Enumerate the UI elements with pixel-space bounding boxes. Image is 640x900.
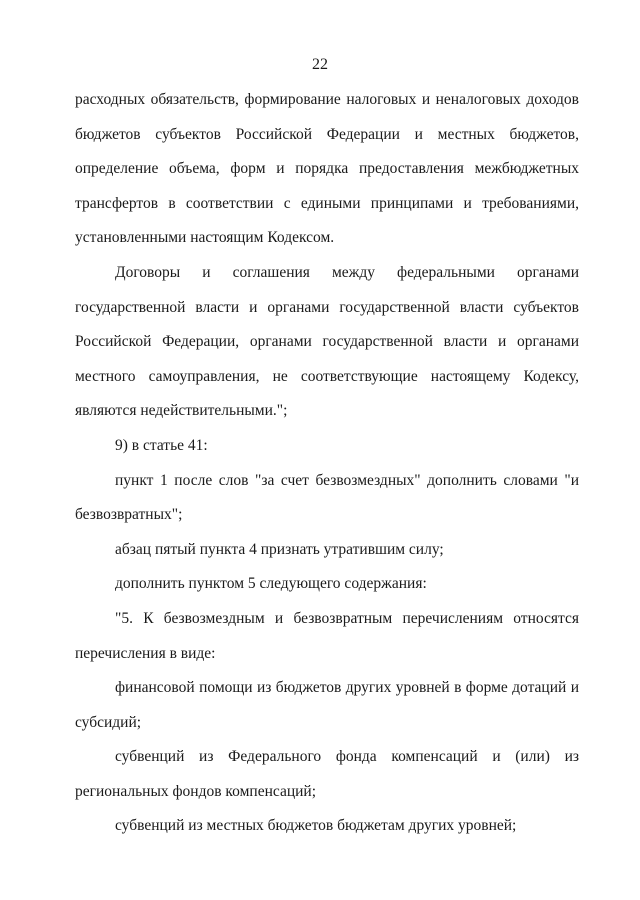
paragraph-clause-5-text: "5. К безвозмездным и безвозвратным перечислениям относятся перечисления в виде: [75,609,579,662]
paragraph-clause-1: пункт 1 после слов "за счет безвозмездных" дополнить словами "и безвозвратных"; [75,471,579,524]
paragraph-clause-4: абзац пятый пункта 4 признать утратившим силу; [115,540,444,558]
paragraph-financial-aid: финансовой помощи из бюджетов других уровней в форме дотаций и субсидий; [75,679,579,731]
paragraph-subventions-federal: субвенций из Федерального фонда компенсаций и (или) из региональных фондов компенсаций; [75,748,579,800]
paragraph-continuation: расходных обязательств, формирование налоговых и неналоговых доходов бюджетов субъектов Российской Федерации и местных бюджетов, определение объема, форм и порядка предоставления межбюджетных трансфертов в соответствии с едиными принципами и требованиями, установленными настоящим Кодексом. [75,91,579,247]
paragraph-agreements: Договоры и соглашения между федеральными органами государственной власти и органами государственной власти субъектов Российской Федерации, органами государственной власти и органами местного самоуправления, не соответствующие настоящему Кодексу, являются недействительными."; [75,263,579,420]
paragraph-add-clause-5: дополнить пунктом 5 следующего содержания: [115,575,427,593]
paragraph-subventions-local: субвенций из местных бюджетов бюджетам других уровней; [115,817,517,835]
page-number: 22 [312,56,328,73]
paragraph-article-41: 9) в статье 41: [115,436,208,454]
document-body [75,83,579,844]
